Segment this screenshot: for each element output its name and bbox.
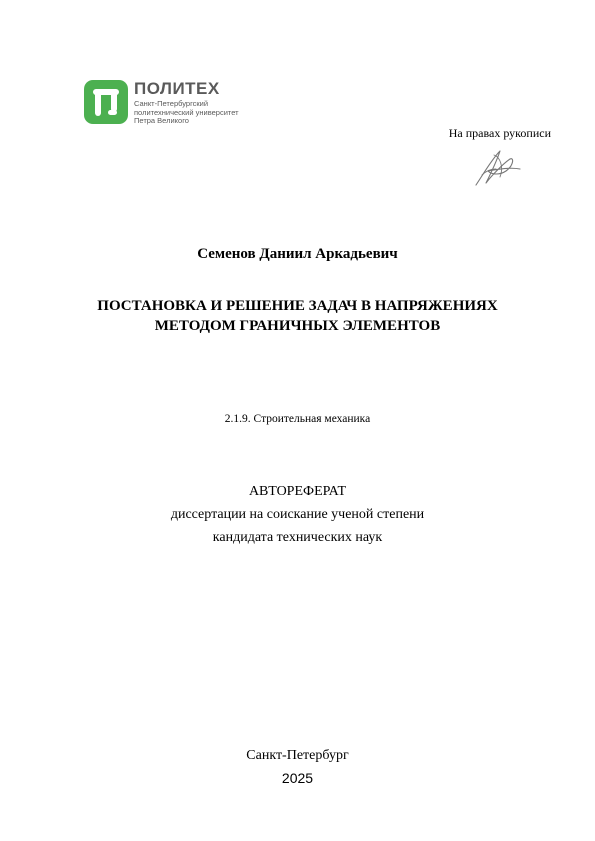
abstract-line: диссертации на соискание ученой степени: [170, 507, 425, 522]
signature-icon: [470, 145, 530, 190]
dissertation-title: [0, 296, 595, 336]
politech-logo-icon: [84, 80, 128, 124]
logo-name: ПОЛИТЕХ: [134, 79, 220, 98]
logo-subtitle-line: политехнический университет: [134, 107, 239, 117]
abstract-heading: АВТОРЕФЕРАТ: [248, 484, 347, 499]
logo-subtitle-line: Петра Великого: [134, 116, 189, 126]
university-logo: [84, 80, 284, 128]
specialty: 2.1.9. Строительная механика: [224, 413, 371, 425]
year: 2025: [281, 770, 314, 786]
title-line: МЕТОДОМ ГРАНИЧНЫХ ЭЛЕМЕНТОВ: [154, 318, 441, 334]
author-name: Семенов Даниил Аркадьевич: [197, 246, 398, 262]
city: Санкт-Петербург: [246, 748, 349, 763]
title-line: ПОСТАНОВКА И РЕШЕНИЕ ЗАДАЧ В НАПРЯЖЕНИЯХ: [97, 298, 498, 314]
abstract-block: [0, 480, 595, 549]
manuscript-note: На правах рукописи: [448, 126, 551, 140]
logo-subtitle: [134, 100, 239, 126]
logo-subtitle-line: Санкт-Петербургский: [134, 99, 209, 108]
abstract-line: кандидата технических наук: [212, 530, 383, 545]
